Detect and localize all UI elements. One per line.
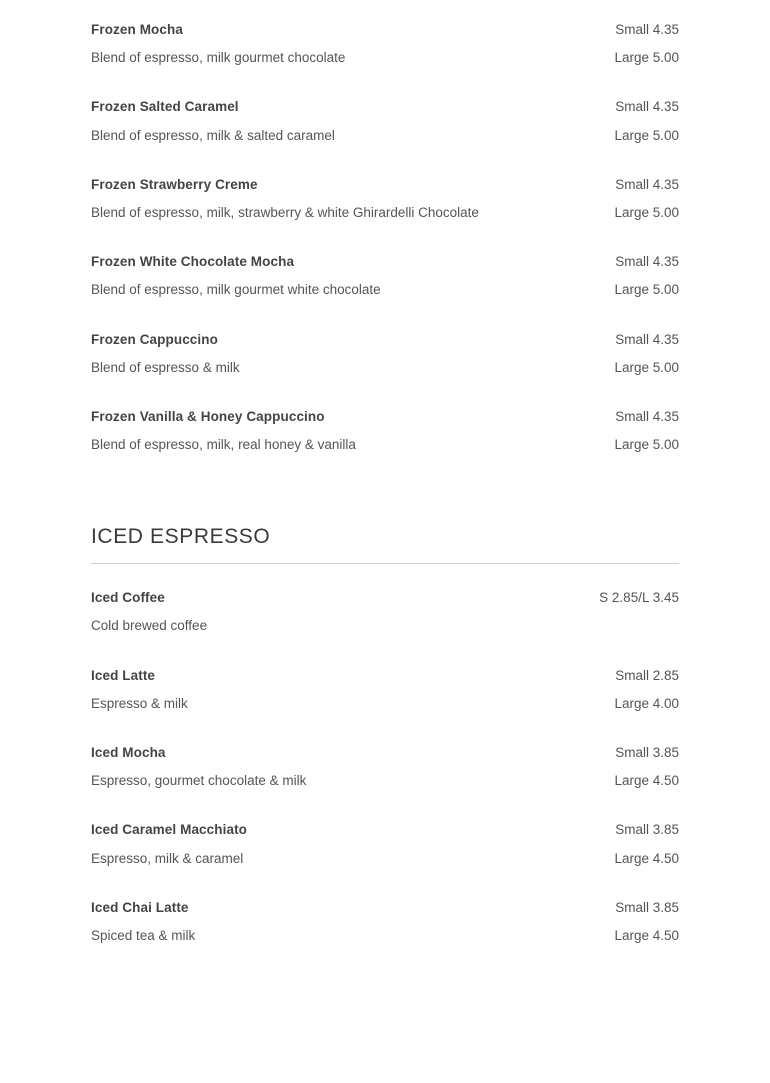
menu-item-header-row: [91, 22, 679, 38]
menu-item-name: Frozen Mocha: [91, 22, 183, 37]
menu-item-desc-row: [91, 437, 679, 453]
menu-item-header-row: [91, 668, 679, 684]
menu-item-header-row: [91, 254, 679, 270]
section-title: ICED ESPRESSO: [91, 525, 271, 549]
menu-item: [91, 590, 679, 634]
menu-item-price-primary: Small 2.85: [615, 667, 679, 683]
page-bottom-spacer: [91, 944, 679, 964]
menu-item-price-primary: Small 4.35: [615, 22, 679, 37]
menu-item-header-row: [91, 900, 679, 916]
menu-item-description: Blend of espresso, milk, strawberry & white Ghirardelli Chocolate: [91, 204, 479, 220]
menu-item-name: Frozen Vanilla & Honey Cappuccino: [91, 408, 325, 424]
menu-item-price-primary: Small 4.35: [615, 331, 679, 347]
menu-item-price-primary: Small 4.35: [615, 408, 679, 424]
menu-item: [91, 745, 679, 789]
menu-item: [91, 822, 679, 866]
menu-item-price-secondary: Large 4.50: [614, 927, 679, 943]
menu-item-desc-row: [91, 928, 679, 944]
menu-item-price-primary: S 2.85/L 3.45: [599, 590, 679, 606]
menu-item-name: Iced Chai Latte: [91, 899, 189, 915]
menu-item: [91, 332, 679, 376]
menu-item-description: Blend of espresso, milk gourmet chocolate: [91, 50, 346, 66]
menu-item-description: Blend of espresso & milk: [91, 359, 240, 375]
menu-item-description: Spiced tea & milk: [91, 927, 196, 943]
menu-item: [91, 177, 679, 221]
menu-item: [91, 254, 679, 298]
menu-item-header-row: [91, 409, 679, 425]
menu-item-desc-row: [91, 205, 679, 221]
menu-item: [91, 900, 679, 944]
section-gap: [91, 453, 679, 525]
menu-item-desc-row: [91, 696, 679, 712]
menu-item-header-row: [91, 822, 679, 838]
menu-item-price-primary: Small 3.85: [615, 899, 679, 915]
menu-item-name: Frozen Cappuccino: [91, 331, 218, 347]
menu-item-name: Frozen Strawberry Creme: [91, 176, 258, 192]
menu-item-header-row: [91, 745, 679, 761]
menu-item-price-primary: Small 4.35: [615, 176, 679, 192]
menu-item-name: Frozen Salted Caramel: [91, 99, 239, 115]
menu-item-price-primary: Small 3.85: [615, 745, 679, 760]
menu-item-header-row: [91, 332, 679, 348]
menu-section: [91, 22, 679, 453]
menu-item: [91, 22, 679, 66]
menu-item-name: Frozen White Chocolate Mocha: [91, 254, 295, 270]
menu-item-description: Cold brewed coffee: [91, 618, 208, 634]
menu-item-header-row: [91, 590, 679, 606]
menu-item-name: Iced Mocha: [91, 745, 166, 760]
menu-item-desc-row: [91, 128, 679, 144]
menu-item: [91, 99, 679, 143]
menu-item-desc-row: [91, 360, 679, 376]
menu-item-price-primary: Small 4.35: [615, 99, 679, 115]
menu-item: [91, 668, 679, 712]
menu-item-price-secondary: Large 5.00: [614, 282, 679, 298]
menu-item-price-primary: Small 3.85: [615, 822, 679, 838]
menu-item-description: Blend of espresso, milk & salted caramel: [91, 127, 335, 143]
menu-item-price-secondary: Large 5.00: [614, 127, 679, 143]
menu-item-price-secondary: Large 5.00: [614, 437, 679, 453]
menu-item-price-secondary: Large 5.00: [614, 359, 679, 375]
menu-item: [91, 409, 679, 453]
menu-item-desc-row: [91, 773, 679, 789]
menu-item-desc-row: [91, 50, 679, 66]
menu-item-header-row: [91, 99, 679, 115]
menu-item-price-primary: Small 4.35: [615, 254, 679, 270]
menu-item-description: Blend of espresso, milk gourmet white chocolate: [91, 282, 381, 298]
menu-item-price-secondary: Large 4.50: [614, 850, 679, 866]
menu-item-price-secondary: Large 4.00: [614, 695, 679, 711]
menu-item-desc-row: [91, 618, 679, 634]
menu-item-price-secondary: Large 5.00: [614, 204, 679, 220]
menu-item-name: Iced Latte: [91, 667, 156, 683]
menu-item-name: Iced Coffee: [91, 590, 165, 606]
menu-sections: [91, 22, 679, 944]
menu-item-description: Blend of espresso, milk, real honey & vanilla: [91, 437, 356, 453]
menu-item-price-secondary: Large 5.00: [614, 50, 679, 66]
menu-item-desc-row: [91, 282, 679, 298]
menu-item-name: Iced Caramel Macchiato: [91, 822, 248, 838]
menu-item-desc-row: [91, 851, 679, 867]
menu-item-description: Espresso, milk & caramel: [91, 850, 244, 866]
menu-content: [91, 0, 679, 964]
menu-item-description: Espresso, gourmet chocolate & milk: [91, 773, 307, 789]
menu-item-price-secondary: Large 4.50: [614, 773, 679, 789]
menu-item-header-row: [91, 177, 679, 193]
menu-item-description: Espresso & milk: [91, 695, 188, 711]
menu-section: [91, 525, 679, 944]
section-divider: [91, 563, 679, 564]
